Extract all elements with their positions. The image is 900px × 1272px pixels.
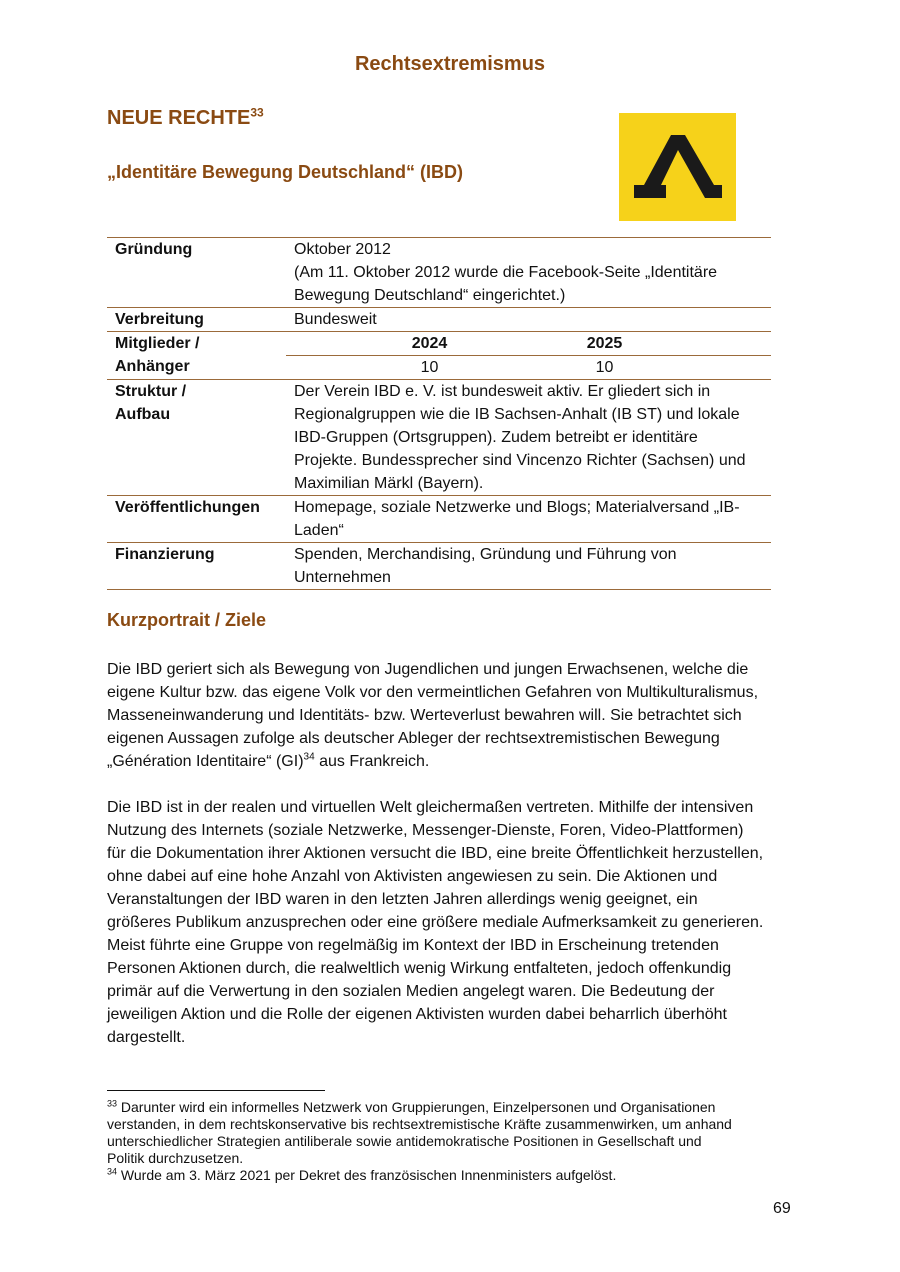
text-line: dargestellt.	[107, 1029, 186, 1046]
text-line: Die IBD geriert sich als Bewegung von Jugendlichen und jungen Erwachsenen, welche die	[107, 661, 749, 678]
text-line: Struktur /	[115, 383, 187, 400]
row-label: Verbreitung	[107, 308, 286, 332]
row-value	[286, 496, 771, 543]
table-row	[107, 238, 771, 308]
text-line: größeres Publikum anzusprechen oder eine größere mediale Aufmerksamkeit zu generieren.	[107, 914, 764, 931]
footnote-34	[107, 1167, 797, 1184]
text-line	[107, 750, 797, 773]
members-values-row	[294, 356, 763, 379]
text-line: eigenen Aussagen zufolge als deutscher Ableger der rechtsextremistischen Bewegung	[107, 730, 720, 747]
text-line: Spenden, Merchandising, Gründung und Führung von	[294, 546, 677, 563]
text-line: Mitglieder /	[115, 335, 200, 352]
text-line: Oktober 2012	[294, 241, 391, 258]
running-head: Rechtsextremismus	[354, 53, 546, 75]
text-line: Projekte. Bundessprecher sind Vincenzo Richter (Sachsen) und	[294, 452, 746, 469]
text-line: (Am 11. Oktober 2012 wurde die Facebook-Seite „Identitäre	[294, 264, 718, 281]
text-line: Der Verein IBD e. V. ist bundesweit aktiv. Er gliedert sich in	[294, 383, 711, 400]
year-2025: 2025	[586, 335, 623, 352]
portrait-heading: Kurzportrait / Ziele	[107, 610, 267, 630]
footnote-marker: 33	[107, 1098, 118, 1109]
text-line: Masseneinwanderung und Identitäts- bzw. Werteverlust bewahren will. Sie betrachtet sich	[107, 707, 742, 724]
members-value-2025: 10	[595, 359, 614, 376]
row-label	[107, 332, 286, 380]
footnote-ref-34: 34	[303, 751, 315, 763]
row-value	[286, 380, 771, 496]
row-label: Veröffentlichungen	[107, 496, 286, 543]
text-line: Die IBD ist in der realen und virtuellen Welt gleichermaßen vertreten. Mithilfe der intensiven	[107, 799, 754, 816]
table-row	[107, 308, 771, 332]
section-title-text: NEUE RECHTE	[107, 107, 251, 129]
table-row	[107, 543, 771, 590]
text-line: Laden“	[294, 522, 344, 539]
text-line: Homepage, soziale Netzwerke und Blogs; Materialversand „IB-	[294, 499, 740, 516]
members-subtable	[286, 332, 771, 380]
text-line: Anhänger	[115, 358, 190, 375]
table-row	[107, 332, 771, 380]
lambda-logo-icon	[619, 113, 736, 221]
row-value	[286, 238, 771, 308]
text-line: Nutzung des Internets (soziale Netzwerke, Messenger-Dienste, Foren, Video-Plattformen)	[107, 822, 744, 839]
section-title	[107, 107, 264, 130]
footnote-marker: 34	[107, 1166, 118, 1177]
text-line: verstanden, in dem rechtskonservative bis rechtsextremistische Kräfte zusammenwirken, um anhand	[107, 1116, 732, 1132]
row-label: Finanzierung	[107, 543, 286, 590]
organization-logo	[619, 113, 736, 221]
row-label: Gründung	[107, 238, 286, 308]
members-value-2024: 10	[420, 359, 439, 376]
table-row	[107, 380, 771, 496]
text-line: Personen Aktionen durch, die realweltlich wenig Wirkung entfalteten, jedoch offenkundig	[107, 960, 732, 977]
organization-title: „Identitäre Bewegung Deutschland“ (IBD)	[107, 162, 464, 182]
row-value	[286, 543, 771, 590]
text-line: ohne dabei auf eine hohe Anzahl von Aktivisten angewiesen zu sein. Die Aktionen und	[107, 868, 718, 885]
text-line: eigene Kultur bzw. das eigene Volk vor den vermeintlichen Gefahren von Multikulturalismus,	[107, 684, 759, 701]
paragraph-1	[107, 658, 797, 773]
text-line: für die Dokumentation ihrer Aktionen versucht die IBD, eine breite Öffentlichkeit herzustellen,	[107, 845, 764, 862]
members-years-row	[286, 332, 771, 356]
text-line: Veranstaltungen der IBD waren in den letzten Jahren allerdings wenig geeignet, ein	[107, 891, 698, 908]
row-label	[107, 380, 286, 496]
text-line: Unternehmen	[294, 569, 391, 586]
facts-table	[107, 237, 771, 590]
text-line: primär auf die Verwertung in den sozialen Medien angelegt waren. Die Bedeutung der	[107, 983, 715, 1000]
text-segment: Darunter wird ein informelles Netzwerk von Gruppierungen, Einzelpersonen und Organisationen	[120, 1099, 716, 1115]
footnote-divider	[107, 1090, 325, 1091]
text-line: Bewegung Deutschland“ eingerichtet.)	[294, 287, 566, 304]
table-row	[107, 496, 771, 543]
text-line: Aufbau	[115, 406, 171, 423]
text-line: Regionalgruppen wie die IB Sachsen-Anhalt (IB ST) und lokale	[294, 406, 740, 423]
paragraph-2	[107, 796, 797, 1049]
row-value: Bundesweit	[286, 308, 771, 332]
footnote-ref-33: 33	[250, 105, 264, 120]
text-segment: „Génération Identitaire“ (GI)	[107, 753, 304, 770]
text-line: Maximilian Märkl (Bayern).	[294, 475, 484, 492]
page-number: 69	[773, 1200, 791, 1217]
text-segment: Wurde am 3. März 2021 per Dekret des französischen Innenministers aufgelöst.	[120, 1167, 617, 1183]
footnote-33	[107, 1099, 797, 1116]
text-segment: aus Frankreich.	[314, 753, 430, 770]
text-line: unterschiedlicher Strategien antiliberale sowie antidemokratische Positionen in Gesellschaft und	[107, 1133, 702, 1149]
text-line: Politik durchzusetzen.	[107, 1150, 244, 1166]
text-line: Meist führte eine Gruppe von regelmäßig im Kontext der IBD in Erscheinung tretenden	[107, 937, 719, 954]
footnotes	[107, 1099, 797, 1184]
text-line: IBD-Gruppen (Ortsgruppen). Zudem betreibt er identitäre	[294, 429, 698, 446]
text-line: jeweiligen Aktion und die Rolle der eigenen Aktivisten wurden dabei beharrlich überhöht	[107, 1006, 727, 1023]
year-2024: 2024	[411, 335, 448, 352]
